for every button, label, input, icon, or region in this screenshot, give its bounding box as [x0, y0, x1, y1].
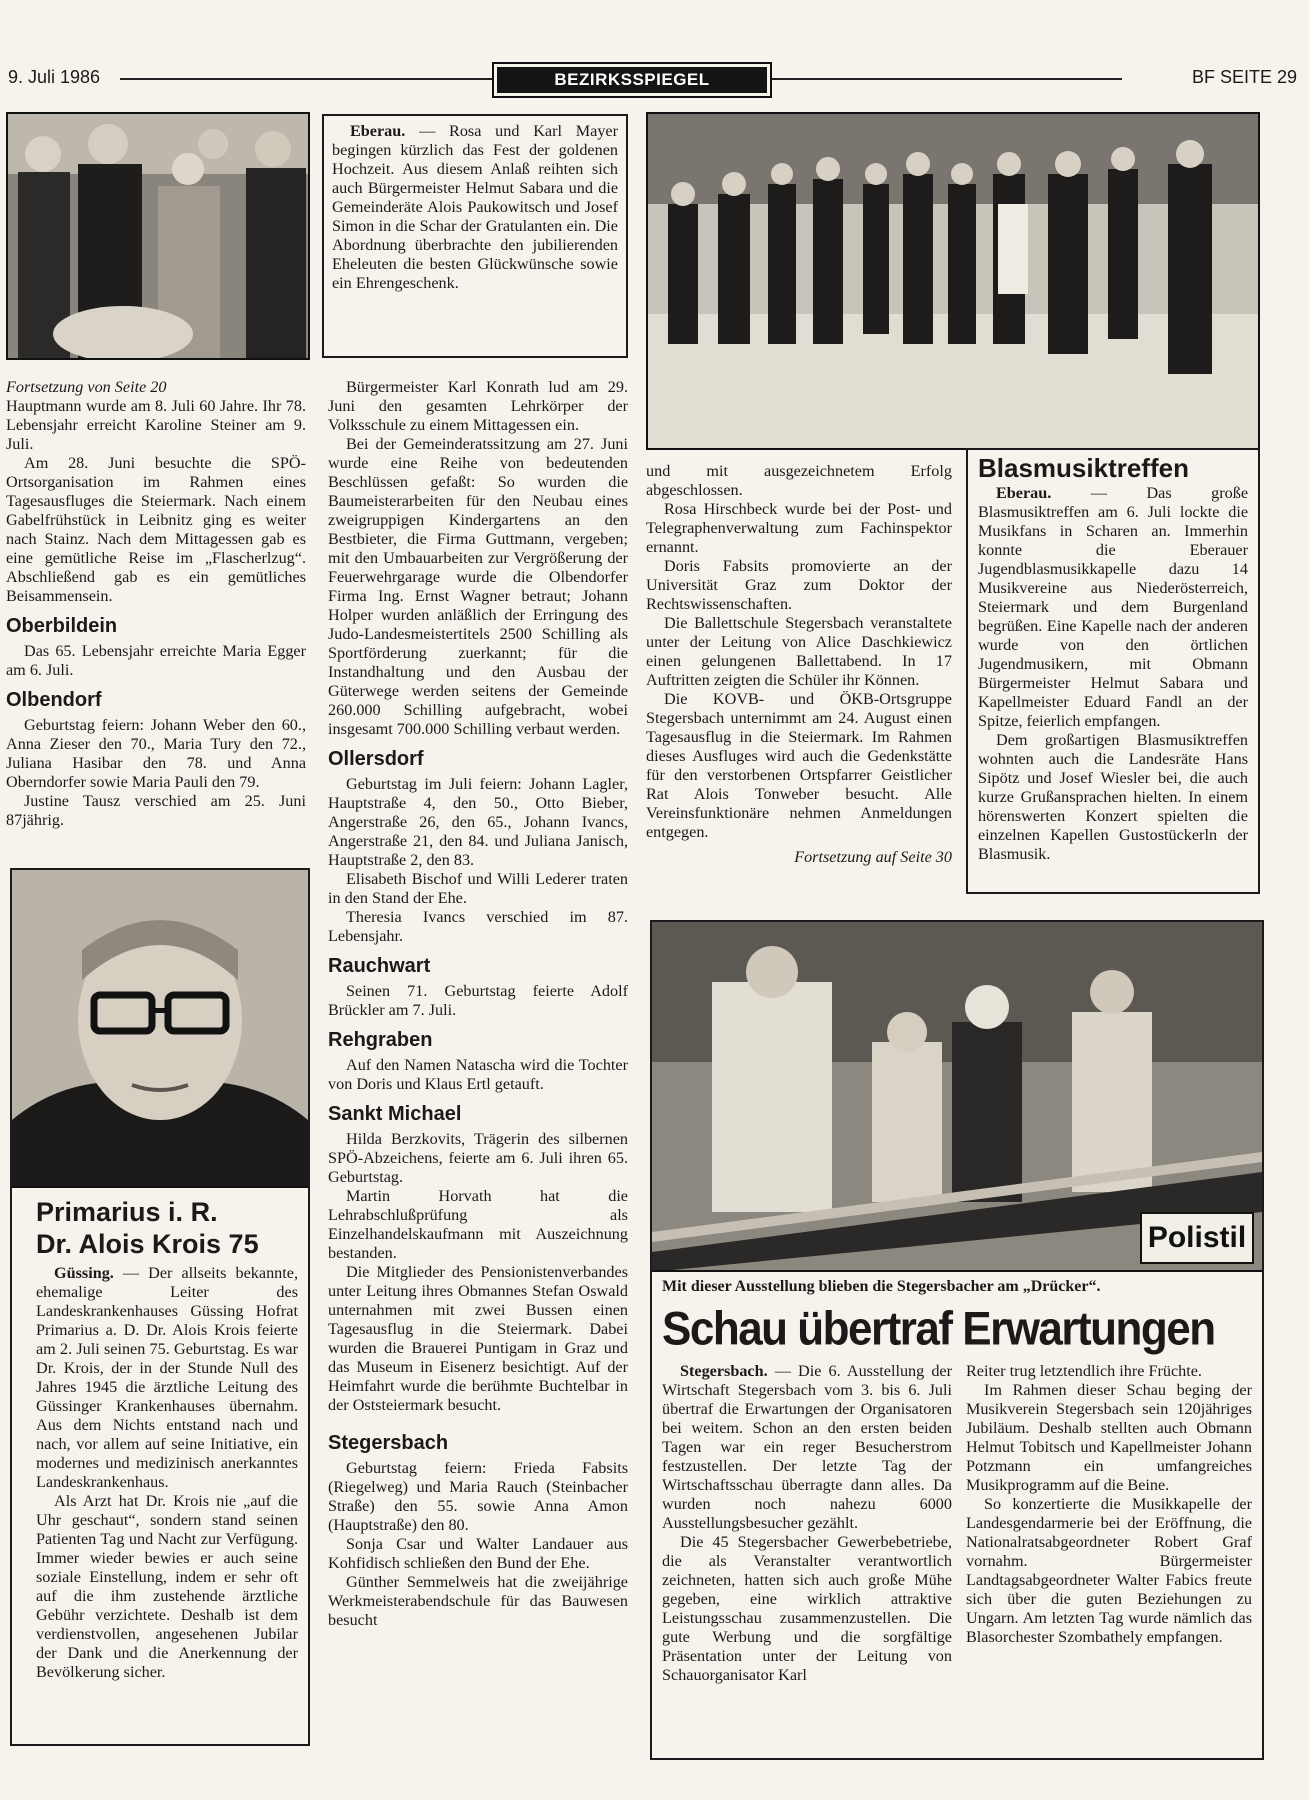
paragraph: Theresia Ivancs verschied im 87. Lebensjahr. — [328, 908, 628, 945]
section-banner — [492, 62, 772, 98]
paragraph: Geburtstag im Juli feiern: Johann Lagler, Hauptstraße 4, den 50., Otto Bieber, Angerstraße 26, den 65., Johann Ivancs, Angerstraße 21, den 84. und Juliana Janisch, Hauptstraße 2, den 83. — [328, 775, 628, 869]
schau-lead: Stegersbach. — [680, 1362, 768, 1380]
paragraph: Das 65. Lebensjahr erreichte Maria Egger am 6. Juli. — [6, 642, 306, 679]
exhibition-photo-caption: Mit dieser Ausstellung blieben die Stegersbacher am „Drücker“. — [662, 1278, 1101, 1295]
blasmusik-lead: Eberau. — [996, 484, 1052, 502]
paragraph: Die Ballettschule Stegersbach veranstaltete unter der Leitung von Alice Daschkiewicz einen gelungenen Ballettabend. In 17 Auftritten zeigten die Schüler ihr Können. — [646, 614, 952, 689]
heading-olbendorf: Olbendorf — [6, 689, 102, 711]
paragraph: Martin Horvath hat die Lehrabschlußprüfung als Einzelhandelskaufmann mit Auszeichnung bestanden. — [328, 1187, 628, 1262]
paragraph: Die Mitglieder des Pensionistenverbandes unter Leitung ihres Obmannes Stefan Oswald unternahmen mit zwei Bussen einen Tagesausflug in die Steiermark. Dabei wurden die Brauerei Puntigam in Graz und das Museum in Eisenerz besichtigt. Auf der Heimfahrt wurde die berühmte Buchtelbar in der Oststeiermark besucht. — [328, 1263, 628, 1414]
header-rule-right — [772, 78, 1122, 80]
exhibition-photo — [652, 922, 1262, 1272]
portrait-photo — [12, 870, 308, 1188]
krois-paragraph: Güssing. — Der allseits bekannte, ehemalige Leiter des Landeskrankenhauses Güssing Hofrat Primarius a. D. Dr. Alois Krois feierte am 2. Juli seinen 75. Geburtstag. Es war Dr. Krois, der in der Stunde Null des Jahres 1945 die ärztliche Leitung des Güssinger Krankenhauses übernahm. Aus dem Nichts entstand nach und nach, vor allem auf seine Initiative, ein modernes und medizinisch anerkanntes Landeskrankenhaus. — [36, 1264, 298, 1491]
paragraph: Sonja Csar und Walter Landauer aus Kohfidisch schließen den Bund der Ehe. — [328, 1535, 628, 1572]
schau-paragraph: Im Rahmen dieser Schau beging der Musikverein Stegersbach sein 120jähriges Jubiläum. Deshalb stellten auch Obmann Helmut Tobitsch und Kapellmeister Johann Potzmann ein umfangreiches Musikprogramm auf die Beine. — [966, 1381, 1252, 1494]
golden-wedding-text: Eberau. — Rosa und Karl Mayer begingen kürzlich das Fest der goldenen Hochzeit. Aus diesem Anlaß reihten sich auch Bürgermeister Helmut Sabara und die Gemeinderäte Alois Paukowitsch und Josef Simon in die Schar der Gratulanten ein. Die Abordnung überbrachte den jubilierenden Eheleuten die besten Glückwünsche sowie ein Ehrengeschenk. — [332, 122, 618, 292]
krois-headline-line2: Dr. Alois Krois 75 — [36, 1229, 259, 1259]
golden-wedding-lead: Eberau. — [350, 122, 406, 140]
heading-ollersdorf: Ollersdorf — [328, 748, 424, 770]
schau-article-box — [650, 920, 1264, 1760]
portrait-photo-icon — [12, 870, 308, 1188]
blasmusik-headline: Blasmusiktreffen — [978, 453, 1189, 483]
paragraph: Am 28. Juni besuchte die SPÖ-Ortsorganisation im Rahmen eines Tagesausfluges die Steiermark. Nach einem Gabelfrühstück in Leibnitz ging es weiter nach Stainz. Nach dem Mittagessen gab es eine gemütliche Reise im „Flascherlzug“. Abschließend gab es ein gemütliches Beisammensein. — [6, 454, 306, 605]
paragraph: Hilda Berzkovits, Trägerin des silbernen SPÖ-Abzeichens, feierte am 6. Juli ihren 65. Geburtstag. — [328, 1130, 628, 1186]
golden-wedding-photo — [6, 112, 310, 360]
column-1-news — [6, 378, 306, 830]
paragraph: Die KOVB- und ÖKB-Ortsgruppe Stegersbach unternimmt am 24. August einen Tagesausflug in die Steiermark. Im Rahmen dieses Ausfluges wird auch die Gedenkstätte für den verstorbenen Ortspfarrer Geistlicher Rat Alois Tonweber besucht. Alle Vereinsfunktionäre nehmen Anmeldungen entgegen. — [646, 690, 952, 841]
schau-paragraph: So konzertierte die Musikkapelle der Landesgendarmerie bei der Eröffnung, die Nationalratsabgeordneter Robert Graf vornahm. Bürgermeister Landtagsabgeordneter Walter Fabics freute sich über die guten Beziehungen zu Ungarn. Am letzten Tag wurde nämlich das Blasorchester Szombathely empfangen. — [966, 1495, 1252, 1646]
heading-rauchwart: Rauchwart — [328, 955, 431, 977]
continued-on-note: Fortsetzung auf Seite 30 — [794, 848, 952, 866]
paragraph: und mit ausgezeichnetem Erfolg abgeschlossen. — [646, 462, 952, 499]
paragraph: Justine Tausz verschied am 25. Juni 87jährig. — [6, 792, 306, 829]
issue-date: 9. Juli 1986 — [8, 67, 101, 87]
column-2-news — [328, 378, 628, 1630]
krois-article-box — [10, 868, 310, 1746]
paragraph: Geburtstag feiern: Frieda Fabsits (Riegelweg) und Maria Rauch (Steinbacher Straße) den 55. sowie Anna Amon (Hauptstraße) den 80. — [328, 1459, 628, 1534]
blasmusik-paragraph: Eberau. — Das große Blasmusiktreffen am 6. Juli lockte die Musikfans in Scharen an. Immerhin konnte die Eberauer Jugendblasmusikkapelle dazu 14 Musikvereine aus Niederösterreich, Steiermark und dem Burgenland begrüßen. Eine Kapelle nach der anderen wurde von den örtlichen Jugendmusikern, mit Obmann Bürgermeister Helmut Sabara und Kapellmeister Eduard Fandl an der Spitze, feierlich empfangen. — [978, 484, 1248, 730]
paragraph: Bei der Gemeinderatssitzung am 27. Juni wurde eine Reihe von bedeutenden Beschlüssen gefaßt: So wurden die Baumeisterarbeiten für den Neubau eines zweigruppigen Kindergartens an den Bestbieter, die Firma Guttmann, vergeben; mit den Umbauarbeiten zur Vergrößerung der Feuerwehrgarage wurde die Olbendorfer Firma Ing. Ernst Wagner betraut; Johann Holper wurden anläßlich der Erringung des Judo-Landesmeistertitels 2500 Schilling als Sportförderung zuerkannt; für die Instandhaltung und den Ausbau der Güterwege werden seitens der Gemeinde 260.000 Schilling aufgebracht, wobei insgesamt 700.000 Schilling verbaut werden. — [328, 435, 628, 738]
section-title: BEZIRKSSPIEGEL — [497, 67, 767, 93]
golden-wedding-caption-box — [322, 114, 628, 358]
schau-right-column — [966, 1362, 1252, 1685]
heading-sankt-michael: Sankt Michael — [328, 1103, 462, 1125]
paragraph: Bürgermeister Karl Konrath lud am 29. Juni den gesamten Lehrkörper der Volksschule zu einem Mittagessen ein. — [328, 378, 628, 434]
heading-stegersbach: Stegersbach — [328, 1432, 449, 1454]
continued-from-note: Fortsetzung von Seite 20 — [6, 378, 167, 396]
header-rule-left — [120, 78, 492, 80]
heading-rehgraben: Rehgraben — [328, 1029, 433, 1051]
schau-paragraph: Reiter trug letztendlich ihre Früchte. — [966, 1362, 1202, 1380]
krois-headline-line1: Primarius i. R. — [36, 1197, 218, 1227]
krois-lead: Güssing. — [54, 1264, 114, 1282]
paragraph: Hauptmann wurde am 8. Juli 60 Jahre. Ihr 78. Lebensjahr erreicht Karoline Steiner am 9. Juli. — [6, 397, 306, 453]
paragraph: Geburtstag feiern: Johann Weber den 60., Anna Zieser den 70., Maria Tury den 72., Juliana Hasibar den 78. und Anna Oberndorfer sowie Maria Pauli den 79. — [6, 716, 306, 791]
paragraph: Günther Semmelweis hat die zweijährige Werkmeisterabendschule für das Bauwesen besucht — [328, 1573, 628, 1629]
heading-oberbildein: Oberbildein — [6, 615, 118, 637]
schau-headline: Schau übertraf Erwartungen — [662, 1302, 1215, 1356]
column-3-news — [646, 462, 952, 867]
brass-band-photo — [646, 112, 1260, 450]
page-number: BF SEITE 29 — [1191, 67, 1297, 87]
krois-paragraph: Als Arzt hat Dr. Krois nie „auf die Uhr geschaut“, sondern stand seinen Patienten Tag und Nacht zur Verfügung. Immer wieder bewies er auch seine soziale Einstellung, indem er sehr oft auf die ihm zustehende ärztliche Gebühr verzichtete. Deshalb ist dem verdienstvollen, angesehenen Jubilar der Dank und die Anerkennung der Bevölkerung sicher. — [36, 1492, 298, 1681]
polistil-sign: Polistil — [1140, 1212, 1254, 1264]
people-photo-icon — [8, 114, 310, 360]
schau-paragraph: Die 45 Stegersbacher Gewerbebetriebe, die als Veranstalter verantwortlich zeichneten, hatten sich auch große Mühe gegeben, eine wirklich attraktive Leistungsschau zusammenzustellen. Die gute Werbung und die sorgfältige Präsentation unter der Leitung von Schauorganisator Karl — [662, 1533, 952, 1684]
paragraph: Seinen 71. Geburtstag feierte Adolf Brückler am 7. Juli. — [328, 982, 628, 1019]
schau-left-column — [662, 1362, 952, 1685]
paragraph: Rosa Hirschbeck wurde bei der Post- und Telegraphenverwaltung zum Fachinspektor ernannt. — [646, 500, 952, 556]
paragraph: Elisabeth Bischof und Willi Lederer traten in den Stand der Ehe. — [328, 870, 628, 907]
blasmusik-paragraph: Dem großartigen Blasmusiktreffen wohnten auch die Landesräte Hans Sipötz und Josef Wiesler bei, die auch kurze Grußansprachen hielten. In einem hörenswerten Konzert spielten die einzelnen Kapellen Gustostückerln der Blasmusik. — [978, 731, 1248, 863]
paragraph: Auf den Namen Natascha wird die Tochter von Doris und Klaus Ertl getauft. — [328, 1056, 628, 1093]
blasmusik-article-box — [966, 448, 1260, 894]
schau-paragraph: Stegersbach. — Die 6. Ausstellung der Wirtschaft Stegersbach vom 3. bis 6. Juli übertraf die Erwartungen der Organisatoren bei weitem. Schon an den ersten beiden Tagen war ein reger Besucherstrom festzustellen. Der letzte Tag der Wirtschaftsschau überragte dann alles. Da wurden noch nahezu 6000 Ausstellungsbesucher gezählt. — [662, 1362, 952, 1532]
paragraph: Doris Fabsits promovierte an der Universität Graz zum Doktor der Rechtswissenschaften. — [646, 557, 952, 613]
parade-photo-icon — [648, 114, 1260, 450]
